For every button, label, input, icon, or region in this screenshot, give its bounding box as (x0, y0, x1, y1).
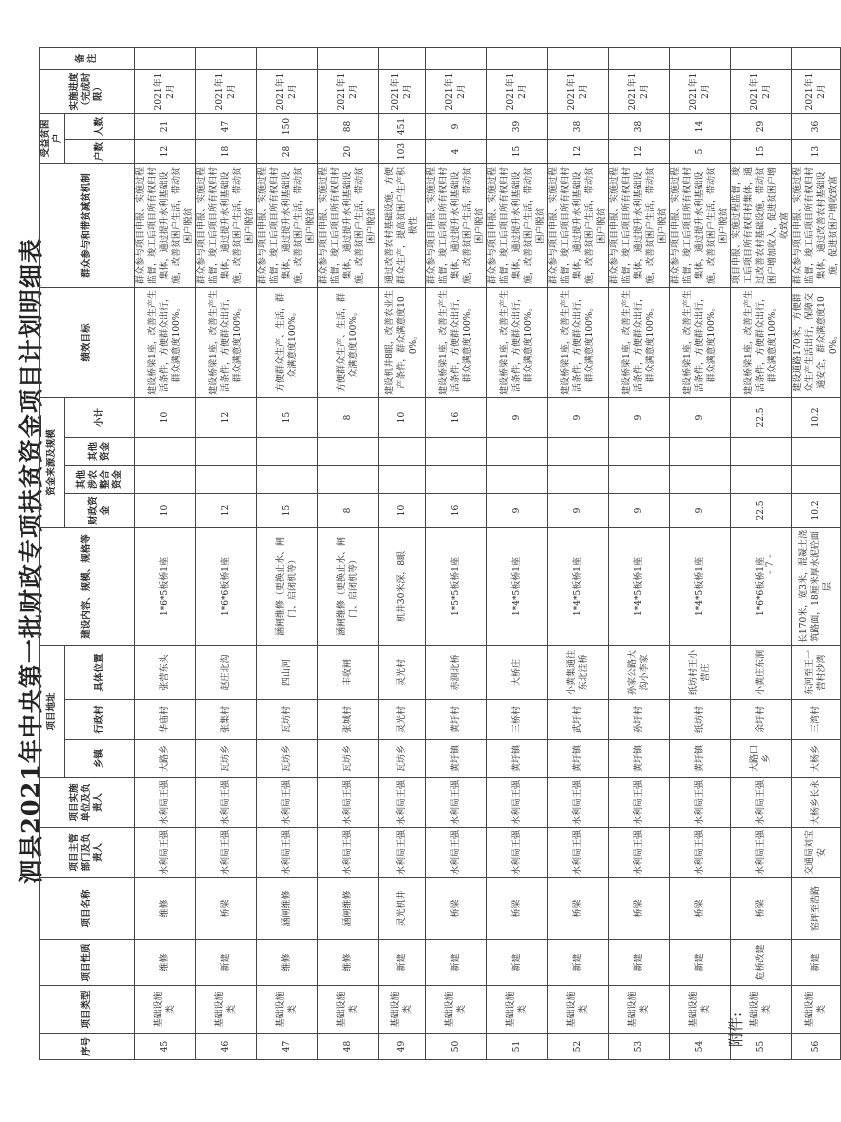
header-target: 绩效目标 (40, 288, 135, 398)
cell-subtotal: 9 (487, 398, 548, 438)
cell-subtotal: 8 (318, 398, 379, 438)
cell-seq: 48 (318, 1034, 379, 1060)
cell-remark (609, 48, 670, 70)
cell-other (257, 438, 318, 466)
cell-target: 方便群众生产、生活，群众满意度100%。 (318, 288, 379, 398)
cell-name: 桥梁 (731, 878, 792, 940)
cell-integrated (487, 466, 548, 494)
cell-town: 黄圩镇 (670, 740, 731, 778)
cell-place: 四山河 (257, 646, 318, 700)
cell-persons: 9 (426, 114, 487, 140)
cell-households: 12 (609, 140, 670, 164)
cell-dept: 水利局王强 (670, 828, 731, 878)
cell-persons: 88 (318, 114, 379, 140)
cell-other (609, 438, 670, 466)
cell-households: 15 (731, 140, 792, 164)
header-other: 其他资金 (65, 438, 135, 466)
cell-type: 基础设施类 (257, 986, 318, 1034)
cell-impl: 水利局王强 (731, 778, 792, 828)
cell-target: 建设桥梁1座，改善生产生活条件，方便群众出行，群众满意度100%。 (487, 288, 548, 398)
cell-town: 瓦坊乡 (257, 740, 318, 778)
cell-type: 基础设施类 (379, 986, 426, 1034)
page-number: - 7 - (765, 554, 776, 574)
cell-content: 1*5*5板桥1座 (426, 528, 487, 646)
cell-integrated (731, 466, 792, 494)
cell-remark (196, 48, 257, 70)
cell-seq: 50 (426, 1034, 487, 1060)
cell-content: 1*6*6板桥1座 (731, 528, 792, 646)
cell-persons: 14 (670, 114, 731, 140)
cell-type: 基础设施类 (135, 986, 196, 1034)
cell-dept: 水利局王强 (426, 828, 487, 878)
cell-mechanism: 通过改善农村基础设施，方便群众生产，提高贫困户生产积极性 (379, 164, 426, 288)
cell-dept: 水利局王强 (609, 828, 670, 878)
cell-households: 4 (426, 140, 487, 164)
cell-place: 张营东头 (135, 646, 196, 700)
cell-period: 2021年12月 (548, 70, 609, 114)
table-row (318, 48, 379, 1060)
cell-seq: 54 (670, 1034, 731, 1060)
header-town: 乡镇 (65, 740, 135, 778)
cell-type: 基础设施类 (318, 986, 379, 1034)
header-households: 户数 (65, 140, 135, 164)
cell-fiscal: 8 (318, 494, 379, 528)
header-seq: 序号 (40, 1034, 135, 1060)
cell-seq: 55 (731, 1034, 792, 1060)
cell-village: 张城村 (318, 700, 379, 740)
cell-dept: 水利局王强 (731, 828, 792, 878)
cell-persons: 36 (792, 114, 841, 140)
cell-target: 建设桥梁1座，改善生产生活条件，方便群众出行，群众满意度100%。 (426, 288, 487, 398)
cell-period: 2021年12月 (609, 70, 670, 114)
cell-town: 大杨乡 (792, 740, 841, 778)
cell-households: 103 (379, 140, 426, 164)
cell-nature: 新建 (670, 940, 731, 986)
page-title: 泗县2021年中央第一批财政专项扶贫资金项目计划明细表 (16, 238, 45, 884)
cell-name: 涵闸维修 (318, 878, 379, 940)
cell-type: 基础设施类 (670, 986, 731, 1034)
cell-persons: 38 (548, 114, 609, 140)
cell-persons: 47 (196, 114, 257, 140)
header-funds: 资金来源及规模 (40, 398, 65, 528)
cell-place: 赵庄北沟 (196, 646, 257, 700)
cell-town: 黄圩镇 (548, 740, 609, 778)
cell-village: 三桥村 (487, 700, 548, 740)
cell-subtotal: 10 (135, 398, 196, 438)
cell-other (548, 438, 609, 466)
cell-fiscal: 22.5 (731, 494, 792, 528)
cell-type: 基础设施类 (487, 986, 548, 1034)
cell-content: 1*4*5板桥1座 (487, 528, 548, 646)
cell-mechanism: 群众参与项目申报、实施过程监督，竣工后项目所有权归村集体，通过提升水利基础设施，改善贫困户生活，带动贫困户脱贫 (318, 164, 379, 288)
table-row (792, 48, 841, 1060)
cell-integrated (426, 466, 487, 494)
header-period: 实施进度（完成时限） (40, 70, 135, 114)
cell-remark (548, 48, 609, 70)
table-row (548, 48, 609, 1060)
cell-place: 小黄庄东涧 (731, 646, 792, 700)
cell-nature: 新建 (792, 940, 841, 986)
cell-subtotal: 10 (379, 398, 426, 438)
cell-other (379, 438, 426, 466)
cell-place: 丰收闸 (318, 646, 379, 700)
cell-fiscal: 10 (379, 494, 426, 528)
cell-town: 黄圩镇 (609, 740, 670, 778)
cell-period: 2021年12月 (792, 70, 841, 114)
cell-dept: 交通局刘宝安 (792, 828, 841, 878)
cell-period: 2021年12月 (257, 70, 318, 114)
cell-persons: 21 (135, 114, 196, 140)
table-row (487, 48, 548, 1060)
cell-households: 15 (487, 140, 548, 164)
cell-integrated (135, 466, 196, 494)
table-row (379, 48, 426, 1060)
cell-integrated (609, 466, 670, 494)
cell-period: 2021年12月 (135, 70, 196, 114)
cell-integrated (318, 466, 379, 494)
cell-content: 1*4*5板桥1座 (548, 528, 609, 646)
cell-village: 余圩村 (731, 700, 792, 740)
cell-name: 桥梁 (548, 878, 609, 940)
cell-impl: 水利局王强 (548, 778, 609, 828)
cell-other (318, 438, 379, 466)
cell-fiscal: 9 (487, 494, 548, 528)
cell-nature: 新建 (196, 940, 257, 986)
cell-subtotal: 12 (196, 398, 257, 438)
cell-target: 建设桥梁1座，改善生产生活条件，方便群众出行，群众满意度100%。 (196, 288, 257, 398)
cell-mechanism: 群众参与项目申报、实施过程监督，竣工后项目所有权归村集体，通过提升水利基础设施，改善贫困户生活，带动贫困户脱贫 (487, 164, 548, 288)
project-table (39, 47, 841, 1060)
cell-impl: 水利局王强 (670, 778, 731, 828)
cell-households: 12 (548, 140, 609, 164)
cell-fiscal: 9 (670, 494, 731, 528)
cell-period: 2021年12月 (426, 70, 487, 114)
cell-remark (792, 48, 841, 70)
cell-remark (731, 48, 792, 70)
cell-remark (318, 48, 379, 70)
cell-mechanism: 群众参与项目申报、实施过程监督，竣工后项目所有权归村集体，通过提升水利基础设施，改善贫困户生活，带动贫困户脱贫 (196, 164, 257, 288)
cell-period: 2021年12月 (379, 70, 426, 114)
cell-target: 建设桥梁1座，改善生产生活条件，方便群众出行，群众满意度100%。 (135, 288, 196, 398)
cell-integrated (379, 466, 426, 494)
cell-town: 黄圩镇 (426, 740, 487, 778)
cell-type: 基础设施类 (731, 986, 792, 1034)
cell-other (135, 438, 196, 466)
cell-households: 5 (670, 140, 731, 164)
cell-seq: 53 (609, 1034, 670, 1060)
attachment-label: 附件: (727, 1011, 745, 1047)
cell-name: 窑坪至浩路 (792, 878, 841, 940)
table-row (670, 48, 731, 1060)
cell-integrated (670, 466, 731, 494)
header-subtotal: 小计 (65, 398, 135, 438)
cell-target: 建设桥梁1座，改善生产生活条件，方便群众出行，群众满意度100%。 (609, 288, 670, 398)
cell-content: 1*4*5板桥1座 (609, 528, 670, 646)
cell-nature: 新建 (379, 940, 426, 986)
cell-impl: 大杨乡长永 (792, 778, 841, 828)
cell-place: 孙家公路大沟小李家 (609, 646, 670, 700)
cell-impl: 水利局王强 (135, 778, 196, 828)
cell-other (670, 438, 731, 466)
cell-seq: 49 (379, 1034, 426, 1060)
cell-place: 东河至王一营村沙湾 (792, 646, 841, 700)
cell-target: 建设机井8眼，改善农业生产条件，群众满意度100%。 (379, 288, 426, 398)
cell-target: 建设桥梁1座，改善生产生活条件，方便群众出行，群众满意度100%。 (731, 288, 792, 398)
cell-dept: 水利局王强 (257, 828, 318, 878)
cell-households: 13 (792, 140, 841, 164)
cell-place: 纸坊村王小营庄 (670, 646, 731, 700)
cell-type: 基础设施类 (196, 986, 257, 1034)
cell-content: 1*4*5板桥1座 (670, 528, 731, 646)
cell-type: 基础设施类 (548, 986, 609, 1034)
table-row (731, 48, 792, 1060)
cell-subtotal: 10.2 (792, 398, 841, 438)
table-row (609, 48, 670, 1060)
header-remark: 备注 (40, 48, 135, 70)
cell-impl: 水利局王强 (426, 778, 487, 828)
cell-period: 2021年12月 (318, 70, 379, 114)
cell-integrated (792, 466, 841, 494)
header-content: 建设内容、规模、规格等 (40, 528, 135, 646)
cell-name: 涵闸维修 (257, 878, 318, 940)
cell-fiscal: 12 (196, 494, 257, 528)
cell-type: 基础设施类 (426, 986, 487, 1034)
header-impl: 项目实施单位及负责人 (40, 778, 135, 828)
cell-name: 桥梁 (426, 878, 487, 940)
cell-dept: 水利局王强 (379, 828, 426, 878)
cell-village: 灵光村 (379, 700, 426, 740)
cell-village: 纸坊村 (670, 700, 731, 740)
cell-content: 涵闸维修（更换止水、闸门、启闭机等） (257, 528, 318, 646)
header-mechanism: 群众参与和带贫减贫机制 (40, 164, 135, 288)
header-location: 项目地址 (40, 646, 65, 778)
cell-impl: 水利局王强 (487, 778, 548, 828)
cell-village: 三湾村 (792, 700, 841, 740)
cell-mechanism: 群众参与项目申报、实施过程监督，竣工后项目所有权归村集体，通过改善农村基础设施，促进贫困户增收致富 (792, 164, 841, 288)
cell-remark (426, 48, 487, 70)
cell-town: 瓦坊乡 (379, 740, 426, 778)
cell-mechanism: 群众参与项目申报、实施过程监督，竣工后项目所有权归村集体，通过提升水利基础设施，改善贫困户生活，带动贫困户脱贫 (135, 164, 196, 288)
cell-type: 基础设施类 (609, 986, 670, 1034)
cell-fiscal: 16 (426, 494, 487, 528)
cell-nature: 维修 (257, 940, 318, 986)
cell-subtotal: 22.5 (731, 398, 792, 438)
header-nature: 项目性质 (40, 940, 135, 986)
cell-target: 建设桥梁1座，改善生产生活条件，方便群众出行，群众满意度100%。 (548, 288, 609, 398)
cell-town: 大路乡 (135, 740, 196, 778)
cell-remark (379, 48, 426, 70)
cell-households: 12 (135, 140, 196, 164)
cell-town: 大路口乡 (731, 740, 792, 778)
header-integrated: 其他涉农整合资金 (65, 466, 135, 494)
cell-mechanism: 群众参与项目申报、实施过程监督，竣工后项目所有权归村集体，通过提升水利基础设施，改善贫困户生活，带动贫困户脱贫 (670, 164, 731, 288)
cell-impl: 水利局王强 (609, 778, 670, 828)
cell-seq: 46 (196, 1034, 257, 1060)
cell-mechanism: 群众参与项目申报、实施过程监督，竣工后项目所有权归村集体，通过提升水利基础设施，改善贫困户生活，带动贫困户脱贫 (257, 164, 318, 288)
cell-name: 灵光机井 (379, 878, 426, 940)
cell-period: 2021年12月 (196, 70, 257, 114)
cell-village: 张集村 (196, 700, 257, 740)
cell-content: 1*6*5板桥1座 (135, 528, 196, 646)
cell-content: 长170米，宽3米，混凝土浇筑路面，18厘米厚水泥砼面层 (792, 528, 841, 646)
cell-mechanism: 项目申报、实施过程监督，竣工后项目所有权归村集体，通过改善农村基础设施，带动贫困户增加收入，促进贫困户增收致富 (731, 164, 792, 288)
cell-target: 建设道路170米，方便群众生产生活出行，保障交通安全，群众满意度100%。 (792, 288, 841, 398)
cell-integrated (548, 466, 609, 494)
header-type: 项目类型 (40, 986, 135, 1034)
cell-period: 2021年12月 (487, 70, 548, 114)
cell-persons: 451 (379, 114, 426, 140)
cell-period: 2021年12月 (731, 70, 792, 114)
cell-persons: 150 (257, 114, 318, 140)
cell-households: 20 (318, 140, 379, 164)
table-row (426, 48, 487, 1060)
cell-fiscal: 15 (257, 494, 318, 528)
cell-other (426, 438, 487, 466)
cell-place: 灵光村 (379, 646, 426, 700)
cell-village: 武圩村 (548, 700, 609, 740)
cell-dept: 水利局王强 (548, 828, 609, 878)
cell-nature: 新建 (609, 940, 670, 986)
table-row (135, 48, 196, 1060)
cell-name: 桥梁 (196, 878, 257, 940)
cell-period: 2021年12月 (670, 70, 731, 114)
cell-village: 孙圩村 (609, 700, 670, 740)
cell-nature: 新建 (487, 940, 548, 986)
cell-seq: 45 (135, 1034, 196, 1060)
cell-dept: 水利局王强 (196, 828, 257, 878)
cell-impl: 水利局王强 (257, 778, 318, 828)
cell-integrated (257, 466, 318, 494)
cell-content: 涵闸维修（更换止水、闸门、启闭机等） (318, 528, 379, 646)
cell-name: 维修 (135, 878, 196, 940)
cell-name: 桥梁 (609, 878, 670, 940)
cell-impl: 水利局王强 (379, 778, 426, 828)
header-name: 项目名称 (40, 878, 135, 940)
cell-dept: 水利局王强 (135, 828, 196, 878)
cell-remark (670, 48, 731, 70)
cell-place: 小黄集通往东北洼桥 (548, 646, 609, 700)
cell-households: 18 (196, 140, 257, 164)
cell-subtotal: 15 (257, 398, 318, 438)
cell-remark (257, 48, 318, 70)
cell-other (487, 438, 548, 466)
cell-dept: 水利局王强 (318, 828, 379, 878)
cell-nature: 新建 (548, 940, 609, 986)
header-village: 行政村 (65, 700, 135, 740)
cell-nature: 维修 (135, 940, 196, 986)
cell-place: 大桥庄 (487, 646, 548, 700)
cell-name: 桥梁 (487, 878, 548, 940)
cell-seq: 56 (792, 1034, 841, 1060)
cell-remark (135, 48, 196, 70)
header-fiscal: 财政资金 (65, 494, 135, 528)
cell-place: 赤涧北桥 (426, 646, 487, 700)
cell-content: 机井30米深，8眼 (379, 528, 426, 646)
header-dept: 项目主管部门及负责人 (40, 828, 135, 878)
header-place: 具体位置 (65, 646, 135, 700)
cell-subtotal: 16 (426, 398, 487, 438)
cell-remark (487, 48, 548, 70)
cell-seq: 51 (487, 1034, 548, 1060)
cell-nature: 维修 (318, 940, 379, 986)
cell-fiscal: 10.2 (792, 494, 841, 528)
cell-households: 28 (257, 140, 318, 164)
cell-village: 瓦坊村 (257, 700, 318, 740)
cell-seq: 47 (257, 1034, 318, 1060)
cell-subtotal: 9 (548, 398, 609, 438)
cell-nature: 新建 (426, 940, 487, 986)
table-row (196, 48, 257, 1060)
cell-subtotal: 9 (670, 398, 731, 438)
cell-persons: 38 (609, 114, 670, 140)
cell-mechanism: 群众参与项目申报、实施过程监督，竣工后项目所有权归村集体，通过提升水利基础设施，改善贫困户生活，带动贫困户脱贫 (609, 164, 670, 288)
cell-fiscal: 9 (609, 494, 670, 528)
cell-village: 华庙村 (135, 700, 196, 740)
cell-village: 黄圩村 (426, 700, 487, 740)
cell-impl: 水利局王强 (196, 778, 257, 828)
cell-type: 基础设施类 (792, 986, 841, 1034)
cell-mechanism: 群众参与项目申报、实施过程监督，竣工后项目所有权归村集体，通过提升水利基础设施，改善贫困户生活，带动贫困户脱贫 (426, 164, 487, 288)
cell-dept: 水利局王强 (487, 828, 548, 878)
cell-content: 1*6*6板桥1座 (196, 528, 257, 646)
cell-other (196, 438, 257, 466)
cell-persons: 29 (731, 114, 792, 140)
header-persons: 人数 (65, 114, 135, 140)
cell-town: 瓦坊乡 (196, 740, 257, 778)
cell-integrated (196, 466, 257, 494)
table-row (257, 48, 318, 1060)
cell-fiscal: 10 (135, 494, 196, 528)
cell-nature: 危桥改建 (731, 940, 792, 986)
cell-fiscal: 9 (548, 494, 609, 528)
cell-target: 建设桥梁1座，改善生产生活条件，方便群众出行，群众满意度100%。 (670, 288, 731, 398)
cell-other (792, 438, 841, 466)
cell-persons: 39 (487, 114, 548, 140)
cell-impl: 水利局王强 (318, 778, 379, 828)
cell-town: 黄圩镇 (487, 740, 548, 778)
cell-other (731, 438, 792, 466)
header-benefit: 受益贫困户 (40, 114, 65, 164)
cell-seq: 52 (548, 1034, 609, 1060)
cell-mechanism: 群众参与项目申报、实施过程监督，竣工后项目所有权归村集体，通过提升水利基础设施，改善贫困户生活，带动贫困户脱贫 (548, 164, 609, 288)
cell-name: 桥梁 (670, 878, 731, 940)
cell-town: 瓦坊乡 (318, 740, 379, 778)
cell-subtotal: 9 (609, 398, 670, 438)
cell-target: 方便群众生产、生活，群众满意度100%。 (257, 288, 318, 398)
